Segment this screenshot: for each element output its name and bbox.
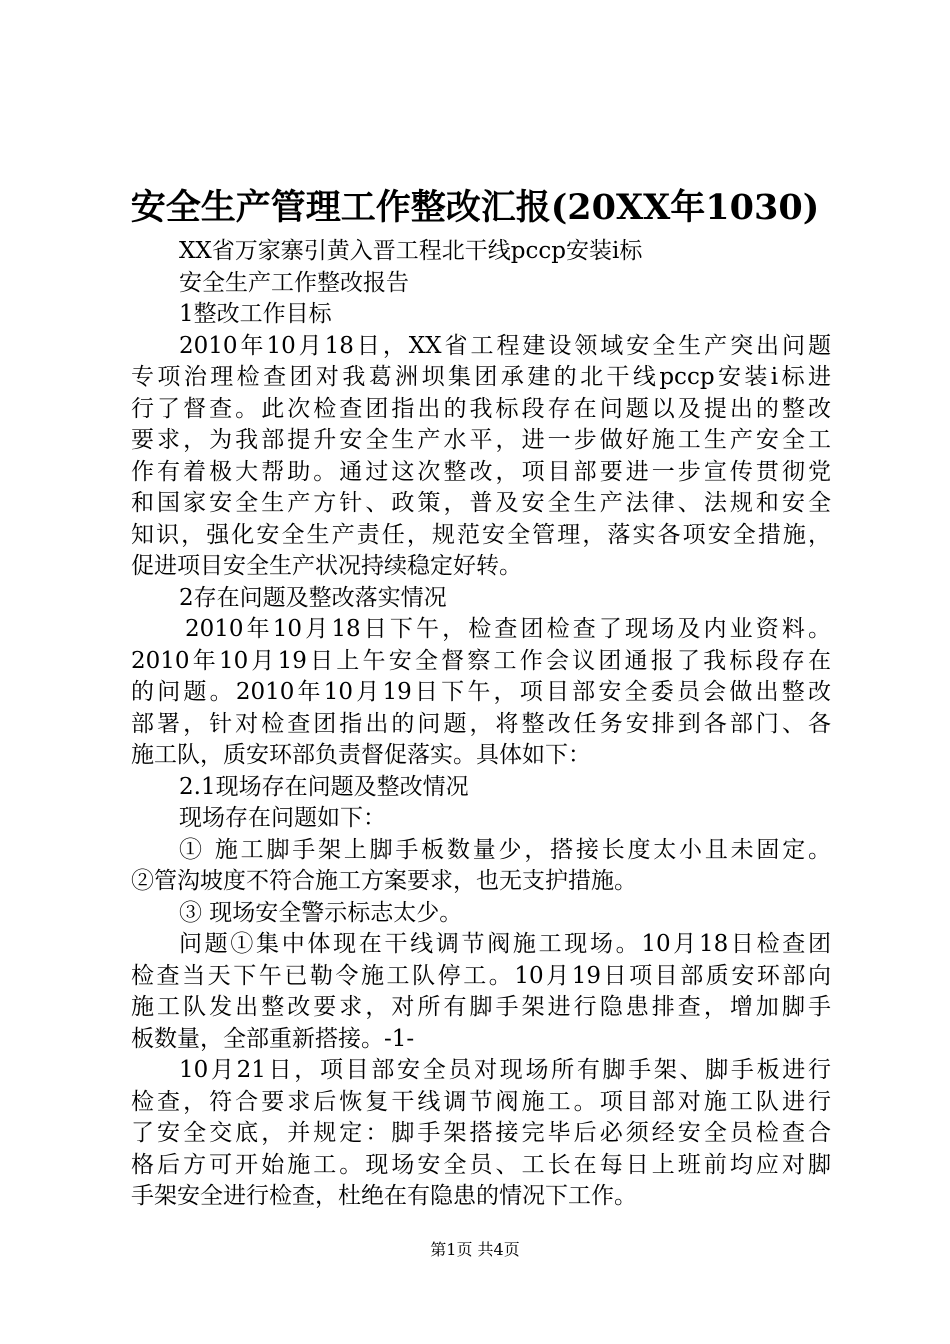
paragraph-line: 和国家安全生产方针、政策，普及安全生产法律、法规和安全	[131, 490, 831, 516]
paragraph-line: 部署，针对检查团指出的问题，将整改任务安排到各部门、各	[131, 710, 831, 737]
paragraph-line: 作有着极大帮助。通过这次整改，项目部要进一步宣传贯彻党	[131, 458, 831, 485]
paragraph-line: 知识，强化安全生产责任，规范安全管理，落实各项安全措施，	[131, 521, 831, 548]
section-heading-2-1: 2.1现场存在问题及整改情况	[179, 773, 469, 800]
subtitle-line-report: 安全生产工作整改报告	[179, 269, 409, 296]
paragraph-line: 检查当天下午已勒令施工队停工。10月19日项目部质安环部向	[131, 962, 831, 989]
paragraph-line: 10月21日，项目部安全员对现场所有脚手架、脚手板进行	[179, 1057, 831, 1083]
paragraph-line: 了安全交底，并规定：脚手架搭接完毕后必须经安全员检查合	[131, 1120, 831, 1146]
subtitle-line-project: XX省万家寨引黄入晋工程北干线pccp安装i标	[179, 238, 643, 264]
paragraph-line: 格后方可开始施工。现场安全员、工长在每日上班前均应对脚	[131, 1151, 831, 1178]
paragraph-line: 的问题。2010年10月19日下午，项目部安全委员会做出整改	[131, 679, 831, 705]
section-heading-1: 1整改工作目标	[179, 301, 332, 327]
paragraph-line: 施工队发出整改要求，对所有脚手架进行隐患排查，增加脚手	[131, 994, 831, 1020]
document-body	[131, 236, 831, 1213]
paragraph-line: 促进项目安全生产状况持续稳定好转。	[131, 553, 522, 579]
list-item-problem-1: ① 施工脚手架上脚手板数量少，搭接长度太小且未固定。	[179, 836, 831, 863]
list-item-problem-2: ②管沟坡度不符合施工方案要求，也无支护措施。	[131, 868, 637, 894]
section-heading-2: 2存在问题及整改落实情况	[179, 584, 447, 611]
paragraph-line: 检查，符合要求后恢复干线调节阀施工。项目部对施工队进行	[131, 1088, 831, 1115]
paragraph-line: 2010年10月18日下午，检查团检查了现场及内业资料。	[185, 616, 831, 642]
paragraph-line: 要求，为我部提升安全生产水平，进一步做好施工生产安全工	[131, 427, 831, 453]
paragraph-line: 手架安全进行检查，杜绝在有隐患的情况下工作。	[131, 1183, 637, 1209]
paragraph-line: 板数量，全部重新搭接。-1-	[131, 1025, 415, 1052]
paragraph-line: 现场存在问题如下：	[179, 805, 386, 831]
paragraph-line: 2010年10月19日上午安全督察工作会议团通报了我标段存在	[131, 647, 831, 674]
page-footer: 第1页 共4页	[430, 1240, 520, 1259]
paragraph-line: 问题①集中体现在干线调节阀施工现场。10月18日检查团	[179, 931, 831, 957]
list-item-problem-3: ③ 现场安全警示标志太少。	[179, 899, 463, 926]
document-title: 安全生产管理工作整改汇报(20XX年1030)	[130, 187, 820, 228]
paragraph-line: 2010年10月18日，XX省工程建设领域安全生产突出问题	[179, 332, 831, 359]
paragraph-line: 施工队，质安环部负责督促落实。具体如下：	[131, 742, 591, 768]
paragraph-line: 行了督查。此次检查团指出的我标段存在问题以及提出的整改	[131, 395, 831, 422]
paragraph-line: 专项治理检查团对我葛洲坝集团承建的北干线pccp安装i标进	[131, 364, 831, 390]
